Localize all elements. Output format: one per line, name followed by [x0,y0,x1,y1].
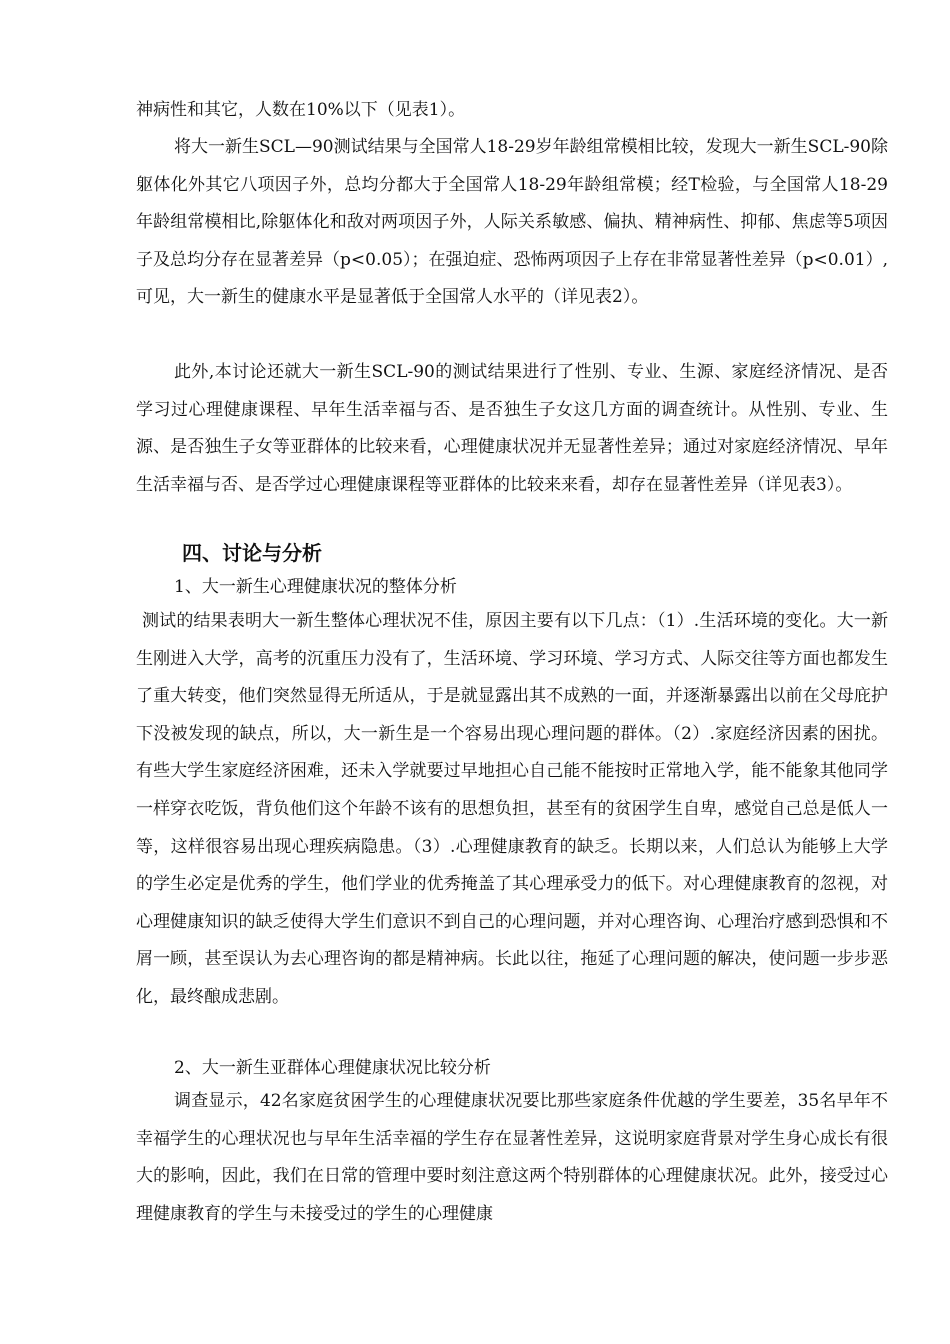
subheading-subgroup-analysis: 2、大一新生亚群体心理健康状况比较分析 [174,1058,491,1078]
paragraph-subgroup-analysis: 调查显示，42名家庭贫困学生的心理健康状况要比那些家庭条件优越的学生要差，35名早年不幸福学生的心理状况也与早年生活幸福的学生存在显著性差异，这说明家庭背景对学生身心成长有很大的影响，因此，我们在日常的管理中要时刻注意这两个特别群体的心理健康状况。此外，接受过心理健康教育的学生与未接受过的学生的心理健康 [136,1091,888,1224]
section-heading-discussion: 四、讨论与分析 [182,541,322,565]
paragraph-subgroup-survey: 此外,本讨论还就大一新生SCL-90的测试结果进行了性别、专业、生源、家庭经济情况、是否学习过心理健康课程、早年生活幸福与否、是否独生子女这几方面的调查统计。从性别、专业、生源、是否独生子女等亚群体的比较来看，心理健康状况并无显著性差异；通过对家庭经济情况、早年生活幸福与否、是否学过心理健康课程等亚群体的比较来来看，却存在显著性差异（详见表3）。 [136,362,888,495]
subheading-overall-analysis: 1、大一新生心理健康状况的整体分析 [174,577,457,597]
paragraph-scl90-comparison: 将大一新生SCL—90测试结果与全国常人18-29岁年龄组常模相比较，发现大一新生SCL-90除躯体化外其它八项因子外，总均分都大于全国常人18-29年龄组常模；经T检验，与全国常人18-29年龄组常模相比,除躯体化和敌对两项因子外，人际关系敏感、偏执、精神病性、抑郁、焦虑等5项因子及总均分存在显著差异（p<0.05）；在强迫症、恐怖两项因子上存在非常显著性差异（p<0.01）,可见，大一新生的健康水平是显著低于全国常人水平的（详见表2）。 [136,137,888,308]
paragraph-overall-analysis: 测试的结果表明大一新生整体心理状况不佳，原因主要有以下几点：（1）.生活环境的变化。大一新生刚进入大学，高考的沉重压力没有了，生活环境、学习环境、学习方式、人际交往等方面也都发生了重大转变，他们突然显得无所适从，于是就显露出其不成熟的一面，并逐渐暴露出以前在父母庇护下没被发现的缺点，所以，大一新生是一个容易出现心理问题的群体。（2）.家庭经济因素的困扰。有些大学生家庭经济困难，还未入学就要过早地担心自己能不能按时正常地入学，能不能象其他同学一样穿衣吃饭，背负他们这个年龄不该有的思想负担，甚至有的贫困学生自卑，感觉自己总是低人一等，这样很容易出现心理疾病隐患。（3）.心理健康教育的缺乏。长期以来，人们总认为能够上大学的学生必定是优秀的学生，他们学业的优秀掩盖了其心理承受力的低下。对心理健康教育的忽视，对心理健康知识的缺乏使得大学生们意识不到自己的心理问题，并对心理咨询、心理治疗感到恐惧和不屑一顾，甚至误认为去心理咨询的都是精神病。长此以往，拖延了心理问题的解决，使问题一步步恶化，最终酿成悲剧。 [136,611,888,1007]
paragraph-continuation: 神病性和其它，人数在10%以下（见表1）。 [136,100,466,120]
